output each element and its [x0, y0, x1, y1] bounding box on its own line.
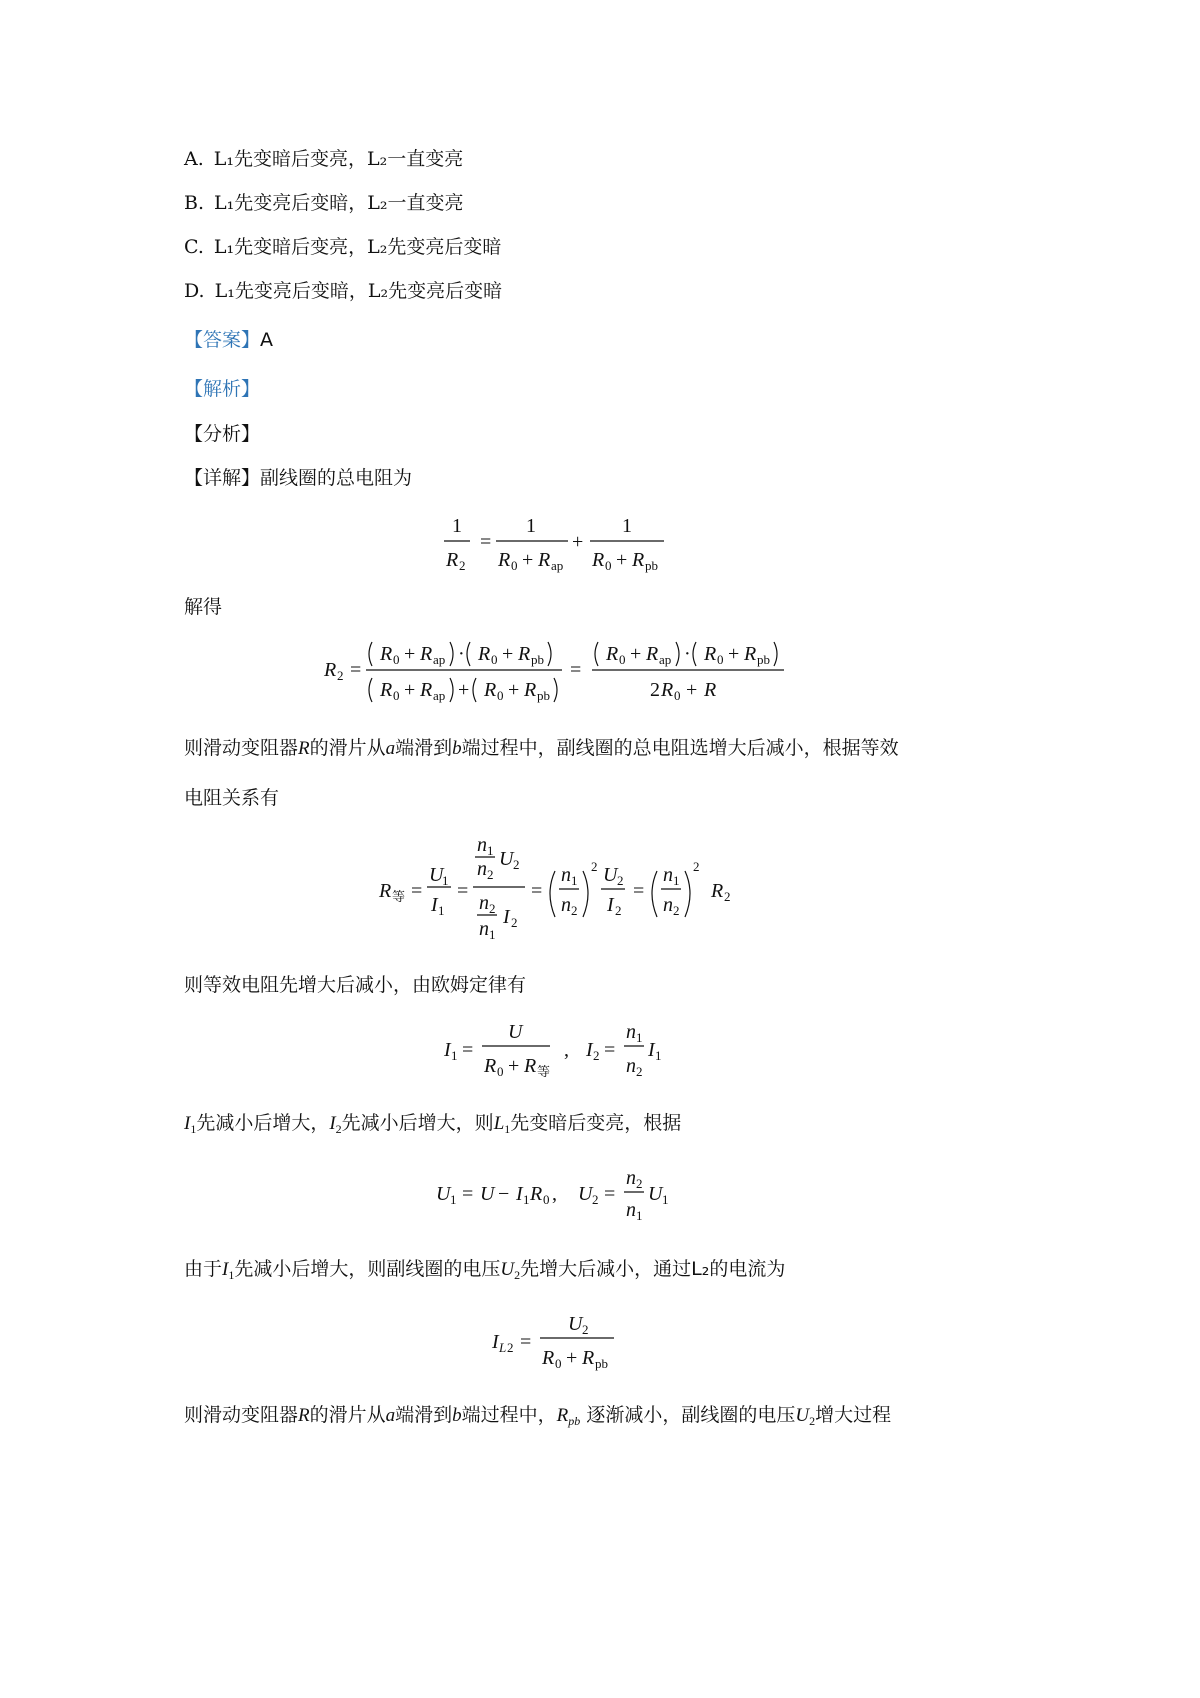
- svg-text:R: R: [538, 549, 551, 571]
- svg-text:=: =: [350, 659, 362, 681]
- option-b: B. L₁先变亮后变暗，L₂一直变亮: [184, 192, 464, 214]
- svg-text:ap: ap: [551, 558, 564, 573]
- svg-text:+: +: [616, 549, 628, 571]
- svg-text:R: R: [380, 679, 393, 701]
- svg-text:n: n: [626, 1055, 636, 1077]
- svg-text:2: 2: [459, 558, 466, 573]
- svg-text:·: ·: [684, 643, 691, 665]
- svg-text:ap: ap: [433, 652, 446, 667]
- svg-text:,: ,: [564, 1039, 569, 1061]
- option-a: A. L₁先变暗后变亮，L₂一直变亮: [184, 148, 464, 170]
- paragraph-2: 则等效电阻先增大后减小，由欧姆定律有: [184, 974, 527, 996]
- svg-text:=: =: [604, 1183, 616, 1205]
- detail-line: 【详解】副线圈的总电阻为: [184, 467, 413, 489]
- svg-text:pb: pb: [645, 558, 658, 573]
- svg-text:n: n: [479, 892, 489, 914]
- svg-text:等: 等: [392, 889, 406, 904]
- svg-text:U: U: [499, 848, 514, 870]
- svg-text:0: 0: [393, 688, 400, 703]
- svg-text:U: U: [480, 1183, 495, 1205]
- svg-text:0: 0: [393, 652, 400, 667]
- svg-text:2: 2: [593, 1048, 600, 1063]
- svg-text:I: I: [607, 894, 614, 916]
- svg-text:=: =: [604, 1039, 616, 1061]
- option-d: D. L₁先变亮后变暗，L₂先变亮后变暗: [184, 280, 503, 302]
- svg-text:2: 2: [571, 903, 578, 918]
- svg-text:R: R: [646, 643, 659, 665]
- svg-text:R: R: [744, 643, 757, 665]
- svg-text:=: =: [411, 880, 423, 902]
- svg-text:2: 2: [724, 889, 731, 904]
- svg-text:2: 2: [582, 1322, 589, 1337]
- svg-text:1: 1: [452, 515, 462, 537]
- svg-text:2: 2: [693, 859, 700, 874]
- svg-text:0: 0: [543, 1192, 550, 1207]
- svg-text:1: 1: [526, 515, 536, 537]
- svg-text:R: R: [661, 679, 674, 701]
- svg-text:pb: pb: [757, 652, 770, 667]
- svg-text:R: R: [379, 880, 392, 902]
- svg-text:2: 2: [591, 859, 598, 874]
- svg-text:1: 1: [489, 927, 496, 942]
- svg-text:R: R: [518, 643, 531, 665]
- svg-text:+: +: [502, 643, 514, 665]
- svg-text:+: +: [404, 643, 416, 665]
- svg-text:U: U: [568, 1313, 583, 1335]
- svg-text:R: R: [711, 880, 724, 902]
- svg-text:1: 1: [451, 1048, 458, 1063]
- option-c: C. L₁先变暗后变亮，L₂先变亮后变暗: [184, 236, 502, 258]
- svg-text:1: 1: [442, 873, 449, 888]
- svg-text:0: 0: [674, 688, 681, 703]
- svg-text:=: =: [520, 1331, 532, 1353]
- svg-text:n: n: [626, 1199, 636, 1221]
- svg-text:2: 2: [636, 1176, 643, 1191]
- svg-text:=: =: [462, 1039, 474, 1061]
- svg-text:0: 0: [491, 652, 498, 667]
- svg-text:2: 2: [673, 903, 680, 918]
- svg-text:=: =: [633, 880, 645, 902]
- svg-text:0: 0: [497, 688, 504, 703]
- svg-text:R: R: [524, 679, 537, 701]
- paragraph-3: $I_1$先减小后增大，$I_2$先减小后增大，则$L_1$先变暗后变亮，根据: [184, 1112, 682, 1136]
- svg-text:R: R: [632, 549, 645, 571]
- svg-text:,: ,: [552, 1183, 557, 1205]
- svg-text:=: =: [570, 659, 582, 681]
- svg-text:R: R: [478, 643, 491, 665]
- paragraph-1: 则滑动变阻器R的滑片从a端滑到b端过程中，副线圈的总电阻选增大后减小，根据等效: [184, 737, 899, 759]
- svg-text:0: 0: [497, 1064, 504, 1079]
- svg-text:I: I: [586, 1039, 593, 1061]
- svg-text:R: R: [484, 679, 497, 701]
- svg-text:+: +: [404, 679, 416, 701]
- svg-text:U: U: [603, 864, 618, 886]
- svg-text:n: n: [663, 894, 673, 916]
- svg-text:1: 1: [438, 903, 445, 918]
- svg-text:R: R: [704, 679, 717, 701]
- svg-text:n: n: [477, 834, 487, 856]
- svg-text:−: −: [498, 1183, 510, 1205]
- svg-text:2: 2: [489, 901, 496, 916]
- svg-text:1: 1: [662, 1192, 669, 1207]
- svg-text:R: R: [420, 679, 433, 701]
- svg-text:I: I: [516, 1183, 523, 1205]
- svg-text:ap: ap: [659, 652, 672, 667]
- svg-text:+: +: [522, 549, 534, 571]
- paragraph-1b: 电阻关系有: [184, 787, 280, 809]
- svg-text:=: =: [457, 880, 469, 902]
- svg-text:+: +: [572, 531, 584, 553]
- svg-text:n: n: [479, 918, 489, 940]
- svg-text:=: =: [531, 880, 543, 902]
- svg-text:R: R: [582, 1347, 595, 1369]
- svg-text:1: 1: [636, 1208, 643, 1223]
- svg-text:I: I: [431, 894, 438, 916]
- svg-text:2: 2: [487, 867, 494, 882]
- svg-text:n: n: [663, 864, 673, 886]
- svg-text:U: U: [508, 1021, 523, 1043]
- svg-text:2: 2: [650, 679, 660, 701]
- fenxi-heading: 【分析】: [184, 423, 261, 445]
- svg-text:1: 1: [636, 1030, 643, 1045]
- svg-text:L: L: [499, 1340, 507, 1355]
- svg-text:2: 2: [592, 1192, 599, 1207]
- equation-total-resistance: [440, 508, 680, 582]
- svg-text:R: R: [704, 643, 717, 665]
- svg-text:1: 1: [523, 1192, 530, 1207]
- svg-text:n: n: [626, 1167, 636, 1189]
- svg-text:n: n: [561, 894, 571, 916]
- svg-text:n: n: [626, 1021, 636, 1043]
- svg-text:1: 1: [673, 873, 680, 888]
- equation-r2: [320, 632, 800, 716]
- svg-text:+: +: [566, 1347, 578, 1369]
- svg-text:=: =: [480, 531, 492, 553]
- svg-text:R: R: [606, 643, 619, 665]
- svg-text:pb: pb: [595, 1356, 608, 1371]
- svg-text:n: n: [561, 864, 571, 886]
- svg-text:2: 2: [507, 1340, 514, 1355]
- svg-text:R: R: [530, 1183, 543, 1205]
- equation-equivalent-resistance: [375, 835, 755, 959]
- svg-text:R: R: [324, 659, 337, 681]
- svg-text:1: 1: [571, 873, 578, 888]
- svg-text:I: I: [503, 906, 510, 928]
- svg-text:R: R: [524, 1055, 537, 1077]
- svg-text:R: R: [420, 643, 433, 665]
- svg-text:=: =: [462, 1183, 474, 1205]
- svg-text:2: 2: [513, 857, 520, 872]
- svg-text:n: n: [477, 858, 487, 880]
- paragraph-5: 则滑动变阻器R的滑片从a端滑到b端过程中，$R_{pb}$ 逐渐减小，副线圈的电压$U_2$增大过程: [184, 1404, 892, 1428]
- svg-text:R: R: [542, 1347, 555, 1369]
- svg-text:R: R: [592, 549, 605, 571]
- svg-text:等: 等: [537, 1064, 551, 1079]
- paragraph-4: 由于$I_1$先减小后增大，则副线圈的电压$U_2$先增大后减小，通过L₂的电流为: [184, 1258, 786, 1282]
- svg-text:1: 1: [622, 515, 632, 537]
- svg-text:1: 1: [655, 1048, 662, 1063]
- svg-text:2: 2: [337, 668, 344, 683]
- jiede-text: 解得: [184, 596, 223, 618]
- svg-text:+: +: [458, 679, 470, 701]
- svg-text:U: U: [648, 1183, 663, 1205]
- svg-text:0: 0: [605, 558, 612, 573]
- analysis-heading: 【解析】: [184, 378, 261, 400]
- svg-text:2: 2: [615, 903, 622, 918]
- svg-text:0: 0: [619, 652, 626, 667]
- svg-text:R: R: [498, 549, 511, 571]
- svg-text:ap: ap: [433, 688, 446, 703]
- svg-text:0: 0: [511, 558, 518, 573]
- svg-text:U: U: [429, 864, 444, 886]
- svg-text:R: R: [446, 549, 459, 571]
- svg-text:I: I: [648, 1039, 655, 1061]
- svg-text:0: 0: [555, 1356, 562, 1371]
- svg-text:1: 1: [450, 1192, 457, 1207]
- svg-text:R: R: [380, 643, 393, 665]
- svg-text:·: ·: [458, 643, 465, 665]
- svg-text:+: +: [508, 679, 520, 701]
- svg-text:2: 2: [617, 873, 624, 888]
- svg-text:pb: pb: [531, 652, 544, 667]
- svg-text:I: I: [492, 1331, 499, 1353]
- svg-text:I: I: [444, 1039, 451, 1061]
- svg-text:+: +: [686, 679, 698, 701]
- svg-text:R: R: [484, 1055, 497, 1077]
- equation-ohms-law: [440, 1018, 680, 1092]
- svg-text:0: 0: [717, 652, 724, 667]
- svg-text:+: +: [728, 643, 740, 665]
- svg-text:pb: pb: [537, 688, 550, 703]
- svg-text:2: 2: [636, 1064, 643, 1079]
- svg-text:+: +: [508, 1055, 520, 1077]
- equation-il2: [488, 1310, 628, 1384]
- equation-u1-u2: [432, 1166, 692, 1230]
- svg-text:2: 2: [511, 915, 518, 930]
- svg-text:+: +: [630, 643, 642, 665]
- svg-text:U: U: [578, 1183, 593, 1205]
- answer-line: 【答案】A: [184, 329, 274, 351]
- svg-text:1: 1: [487, 843, 494, 858]
- svg-text:U: U: [436, 1183, 451, 1205]
